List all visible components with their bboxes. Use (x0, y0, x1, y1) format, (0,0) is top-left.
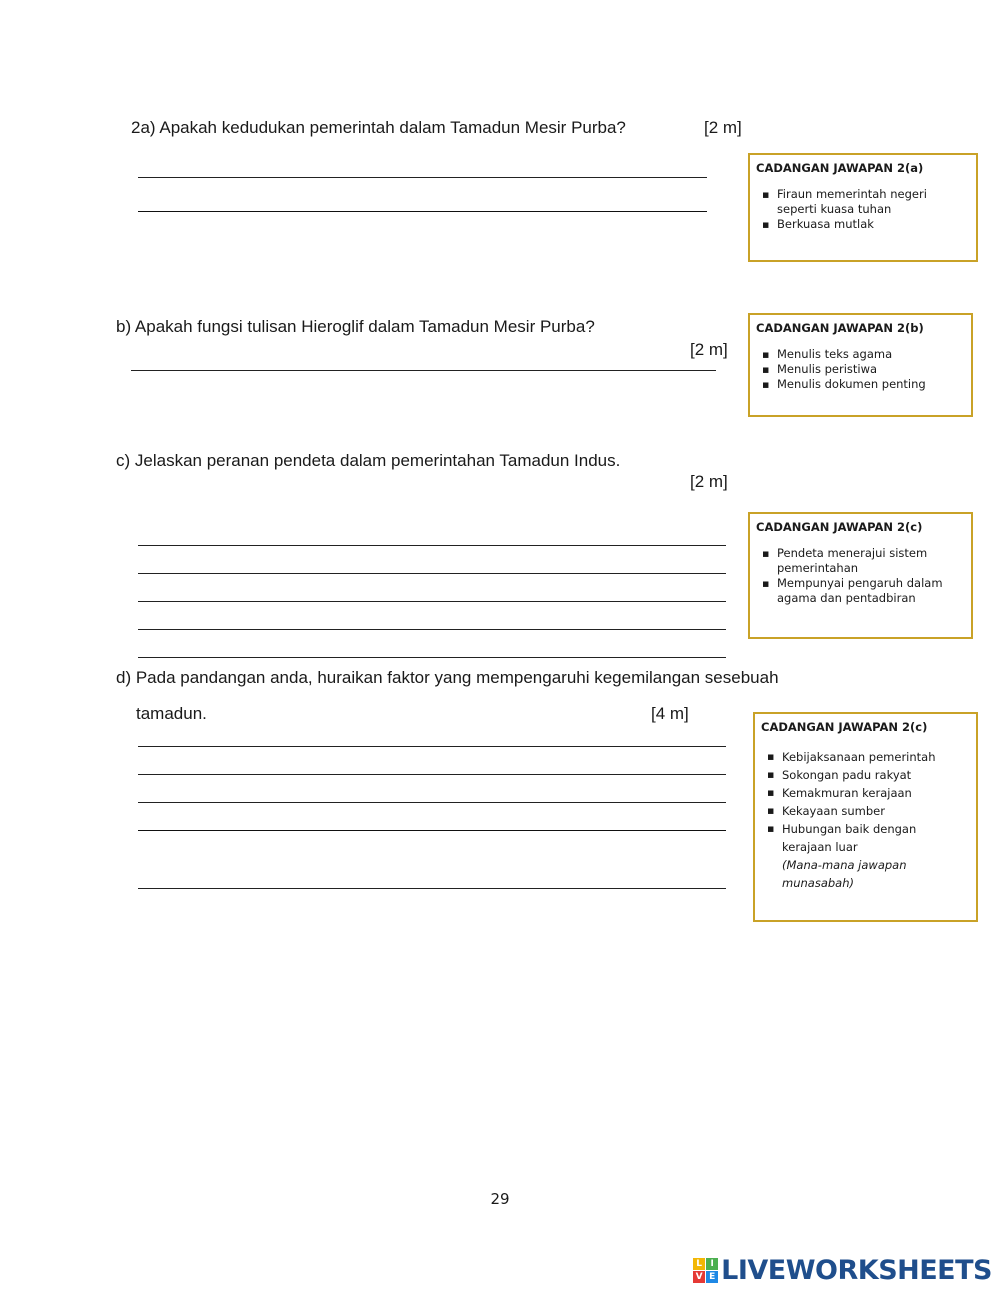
answer-box-2b (748, 313, 973, 417)
answer-item: ▪ Sokongan padu rakyat (761, 766, 966, 784)
answer-line[interactable] (138, 629, 726, 630)
answer-box-title: CADANGAN JAWAPAN 2(c) (761, 720, 928, 734)
answer-line[interactable] (138, 888, 726, 889)
answer-item: ▪ Kekayaan sumber (761, 802, 966, 820)
answer-item: ▪ Kemakmuran kerajaan (761, 784, 966, 802)
logo-tiles-icon (693, 1258, 718, 1283)
answer-box-2c (748, 512, 973, 639)
answer-item: ▪ Pendeta menerajui sistem pemerintahan (756, 546, 961, 576)
marks-2c: [2 m] (690, 472, 728, 491)
marks-2a: [2 m] (704, 118, 742, 137)
answer-line[interactable] (138, 657, 726, 658)
answer-line[interactable] (138, 802, 726, 803)
answer-box-title: CADANGAN JAWAPAN 2(b) (756, 321, 924, 335)
logo-tile: L (693, 1258, 705, 1270)
answer-line[interactable] (138, 746, 726, 747)
liveworksheets-logo[interactable] (693, 1255, 992, 1286)
answer-line[interactable] (138, 177, 707, 178)
answer-line[interactable] (131, 370, 716, 371)
answer-item: ▪ Berkuasa mutlak (756, 217, 966, 232)
answer-line[interactable] (138, 601, 726, 602)
answer-line[interactable] (138, 545, 726, 546)
answer-box-title: CADANGAN JAWAPAN 2(a) (756, 161, 924, 175)
logo-text: LIVEWORKSHEETS (721, 1255, 992, 1286)
logo-tile: E (706, 1271, 718, 1283)
answer-line[interactable] (138, 830, 726, 831)
answer-item: ▪ Menulis teks agama (756, 347, 961, 362)
answer-item: ▪ Mempunyai pengaruh dalam agama dan pentadbiran (756, 576, 961, 606)
question-2d-continued: tamadun. (136, 704, 207, 723)
answer-item: ▪ Hubungan baik dengan kerajaan luar (761, 820, 966, 856)
answer-line[interactable] (138, 774, 726, 775)
marks-2d: [4 m] (651, 704, 689, 723)
answer-item: ▪ Menulis dokumen penting (756, 377, 961, 392)
answer-line[interactable] (138, 573, 726, 574)
question-2b: b) Apakah fungsi tulisan Hieroglif dalam Tamadun Mesir Purba? (116, 317, 595, 336)
answer-box-2d (753, 712, 978, 922)
question-2c: c) Jelaskan peranan pendeta dalam pemerintahan Tamadun Indus. (116, 451, 621, 470)
answer-line[interactable] (138, 211, 707, 212)
answer-box-2a (748, 153, 978, 262)
marks-2b: [2 m] (690, 340, 728, 359)
logo-tile: V (693, 1271, 705, 1283)
page-number: 29 (490, 1190, 510, 1208)
answer-note: (Mana-mana jawapan munasabah) (782, 858, 907, 890)
answer-item: ▪ Firaun memerintah negeri seperti kuasa tuhan (756, 187, 966, 217)
answer-box-title: CADANGAN JAWAPAN 2(c) (756, 520, 923, 534)
answer-item: ▪ Menulis peristiwa (756, 362, 961, 377)
answer-item: ▪ Kebijaksanaan pemerintah (761, 748, 966, 766)
question-2a: 2a) Apakah kedudukan pemerintah dalam Tamadun Mesir Purba? (131, 118, 626, 137)
question-2d: d) Pada pandangan anda, huraikan faktor yang mempengaruhi kegemilangan sesebuah (116, 668, 779, 687)
logo-tile: I (706, 1258, 718, 1270)
